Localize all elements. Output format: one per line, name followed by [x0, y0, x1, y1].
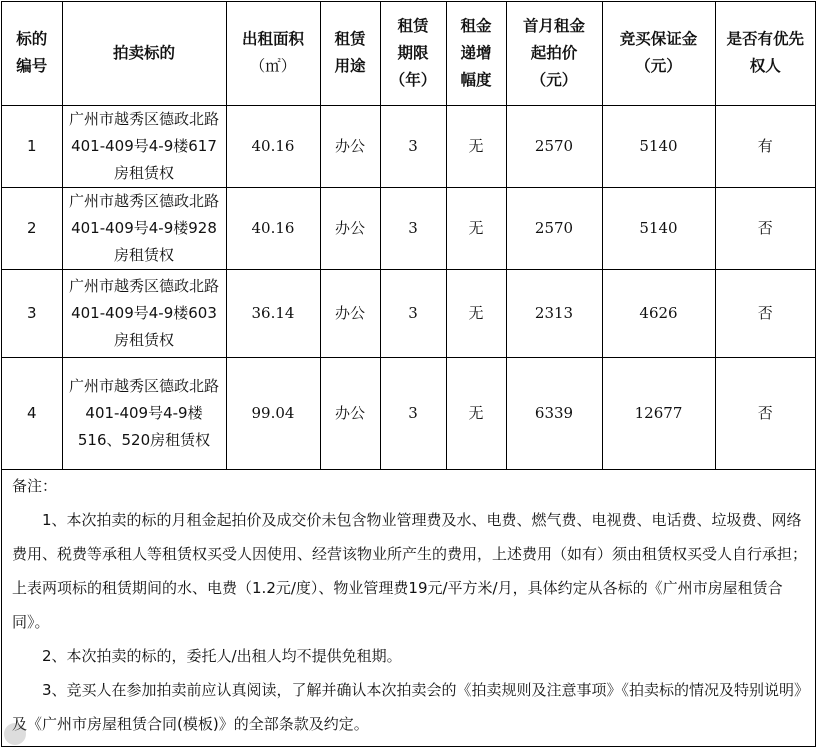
- lot-description: 广州市越秀区德政北路401-409号4-9楼928房租赁权: [62, 187, 226, 269]
- lot-increase: 无: [446, 269, 506, 357]
- note-item: 3、竞买人在参加拍卖前应认真阅读，了解并确认本次拍卖会的《拍卖规则及注意事项》《拍卖标的情况及特别说明》及《广州市房屋租赁合同(模板)》的全部条款及约定。: [12, 681, 802, 733]
- notes-title: 备注：: [12, 477, 58, 495]
- lot-term: 3: [380, 357, 446, 469]
- lot-priority: 有: [715, 105, 815, 187]
- header-cell: 租赁 期限 （年）: [380, 2, 446, 105]
- lot-deposit: 4626: [602, 269, 715, 357]
- auction-lots-table: [2, 2, 815, 470]
- lot-number: 4: [2, 357, 62, 469]
- header-cell: 租金 递增 幅度: [446, 2, 506, 105]
- lot-start-price: 2313: [506, 269, 602, 357]
- lot-number: 1: [2, 105, 62, 187]
- header-cell: 是否有优先 权人: [715, 2, 815, 105]
- lot-increase: 无: [446, 357, 506, 469]
- lot-description: 广州市越秀区德政北路401-409号4-9楼516、520房租赁权: [62, 357, 226, 469]
- lot-deposit: 5140: [602, 105, 715, 187]
- lot-use: 办公: [320, 187, 380, 269]
- lot-priority: 否: [715, 187, 815, 269]
- lot-description: 广州市越秀区德政北路401-409号4-9楼603房租赁权: [62, 269, 226, 357]
- lot-use: 办公: [320, 105, 380, 187]
- lot-start-price: 2570: [506, 187, 602, 269]
- lot-area: 36.14: [226, 269, 320, 357]
- lot-start-price: 6339: [506, 357, 602, 469]
- note-item: 2、本次拍卖的标的，委托人/出租人均不提供免租期。: [42, 647, 402, 665]
- lot-use: 办公: [320, 357, 380, 469]
- header-cell: 租赁 用途: [320, 2, 380, 105]
- lot-deposit: 5140: [602, 187, 715, 269]
- lot-increase: 无: [446, 187, 506, 269]
- lot-area: 40.16: [226, 187, 320, 269]
- table-row: [2, 105, 815, 187]
- header-cell: 首月租金 起拍价 （元）: [506, 2, 602, 105]
- table-row: [2, 269, 815, 357]
- lot-priority: 否: [715, 269, 815, 357]
- lot-area: 99.04: [226, 357, 320, 469]
- lot-number: 2: [2, 187, 62, 269]
- lot-term: 3: [380, 269, 446, 357]
- watermark-icon: [4, 723, 26, 745]
- lot-deposit: 12677: [602, 357, 715, 469]
- table-row: [2, 357, 815, 469]
- header-cell: 标的 编号: [2, 2, 62, 105]
- lot-increase: 无: [446, 105, 506, 187]
- table-row: [2, 187, 815, 269]
- lot-start-price: 2570: [506, 105, 602, 187]
- notes-section: [2, 459, 815, 746]
- header-cell: 拍卖标的: [62, 2, 226, 105]
- table-header-row: [2, 2, 815, 105]
- note-item: 1、本次拍卖的标的月租金起拍价及成交价未包含物业管理费及水、电费、燃气费、电视费、电话费、垃圾费、网络费用、税费等承租人等租赁权买受人因使用、经营该物业所产生的费用，上述费用（如有）须由租赁权买受人自行承担；上表两项标的租赁期间的水、电费（1.2元/度）、物业管理费19元/平方米/月，具体约定从各标的《广州市房屋租赁合同》。: [12, 511, 808, 631]
- lot-term: 3: [380, 187, 446, 269]
- lot-area: 40.16: [226, 105, 320, 187]
- header-cell: 出租面积 （㎡）: [226, 2, 320, 105]
- lot-term: 3: [380, 105, 446, 187]
- auction-document: [1, 1, 816, 747]
- lot-use: 办公: [320, 269, 380, 357]
- header-cell: 竞买保证金 （元）: [602, 2, 715, 105]
- lot-number: 3: [2, 269, 62, 357]
- lot-priority: 否: [715, 357, 815, 469]
- lot-description: 广州市越秀区德政北路401-409号4-9楼617房租赁权: [62, 105, 226, 187]
